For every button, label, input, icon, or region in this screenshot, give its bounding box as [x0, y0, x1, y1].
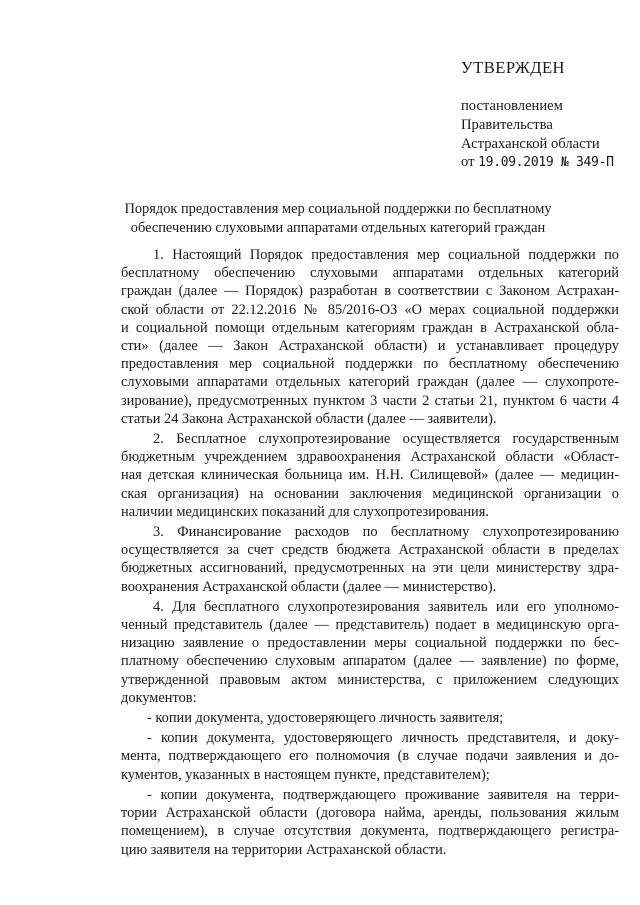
document-body [121, 246, 619, 859]
text-line: ченный представитель (далее — представитель) подает в медицинскую орга- [121, 617, 619, 634]
list-item [121, 729, 619, 784]
paragraph-2 [121, 430, 619, 521]
text-line: ская организация) на основании заключения медицинской организации о [121, 485, 619, 502]
approval-line: постановлением [461, 98, 563, 114]
text-line: бюджетных ассигнований, предусмотренных на эти цели министерству здра- [121, 560, 619, 577]
text-line: сти» (далее — Закон Астраханской области) и устанавливает процедуру [121, 338, 619, 355]
text-line: документов: [121, 689, 197, 706]
date-stamp: 19.09.2019 № 349-П [478, 155, 614, 171]
list-item [121, 786, 619, 859]
text-line: предоставления мер социальной поддержки по бесплатному обеспечению [121, 356, 619, 373]
text-line: цию заявителя на территории Астраханской области. [121, 841, 447, 858]
text-line: осуществляется за счет средств бюджета Астраханской области в пределах [121, 542, 619, 559]
list-item [121, 709, 619, 727]
text-line: платному обеспечению слуховым аппаратом (далее — заявление) по форме, [121, 653, 619, 670]
title-line: обеспечению слуховыми аппаратами отдельных категорий граждан [130, 219, 546, 236]
text-line: ской области от 22.12.2016 № 85/2016-ОЗ «О мерах социальной поддержки [121, 301, 619, 318]
text-line: - копии документа, подтверждающего проживание заявителя на терри- [147, 786, 619, 803]
text-line: наличии медицинских показаний для слухопротезирования. [121, 503, 489, 520]
text-line: - копии документа, удостоверяющего личность заявителя; [147, 710, 504, 727]
text-line: кументов, указанных в настоящем пункте, представителем); [121, 766, 490, 783]
text-line: 1. Настоящий Порядок предоставления мер социальной поддержки по [153, 247, 619, 263]
text-line: 3. Финансирование расходов по бесплатному слухопротезированию [153, 524, 619, 541]
text-line: зирование), предусмотренных пунктом 3 части 2 статьи 21, пунктом 6 части 4 [121, 392, 619, 409]
approval-date-line [461, 153, 614, 173]
paragraph-4 [121, 598, 619, 707]
approval-line: Правительства [461, 116, 553, 133]
paragraph-3 [121, 523, 619, 596]
text-line: тории Астраханской области (договора найма, аренды, пользования жилым [121, 805, 619, 822]
title-line: Порядок предоставления мер социальной поддержки по бесплатному [124, 201, 552, 217]
date-prefix: от [461, 154, 475, 171]
approval-details [461, 97, 614, 173]
text-line: и социальной помощи отдельным категориям граждан в Астраханской обла- [121, 319, 619, 336]
text-line: бюджетным учреждением здравоохранения Астраханской области «Област- [121, 449, 619, 466]
text-line: 2. Бесплатное слухопротезирование осуществляется государственным [153, 431, 619, 448]
text-line: - копии документа, удостоверяющего личность представителя, и доку- [147, 730, 619, 747]
text-line: бесплатному обеспечению слуховыми аппаратами отдельных категорий [121, 265, 619, 282]
text-line: низацию заявление о предоставлении меры социальной поддержки по бес- [121, 635, 619, 652]
text-line: воохранения Астраханской области (далее — министерство). [121, 578, 497, 595]
document-title [118, 200, 558, 237]
approval-block [461, 58, 614, 173]
approval-line: Астраханской области [461, 135, 600, 152]
text-line: граждан (далее — Порядок) разработан в соответствии с Законом Астрахан- [121, 283, 619, 300]
text-line: помещением), в случае отсутствия документа, подтверждающего регистра- [121, 823, 619, 840]
text-line: ная детская клиническая больница им. Н.Н. Силищевой» (далее — медицин- [121, 467, 619, 484]
text-line: 4. Для бесплатного слухопротезирования заявитель или его уполномо- [153, 598, 619, 615]
text-line: утвержденной правовым актом министерства, с приложением следующих [121, 671, 619, 688]
approved-heading: УТВЕРЖДЕН [461, 58, 565, 77]
text-line: статьи 24 Закона Астраханской области (далее — заявители). [121, 410, 497, 427]
text-line: слуховыми аппаратами отдельных категорий граждан (далее — слухопроте- [121, 374, 619, 391]
paragraph-1 [121, 246, 619, 428]
text-line: мента, подтверждающего его полномочия (в случае подачи заявления и до- [121, 748, 619, 765]
